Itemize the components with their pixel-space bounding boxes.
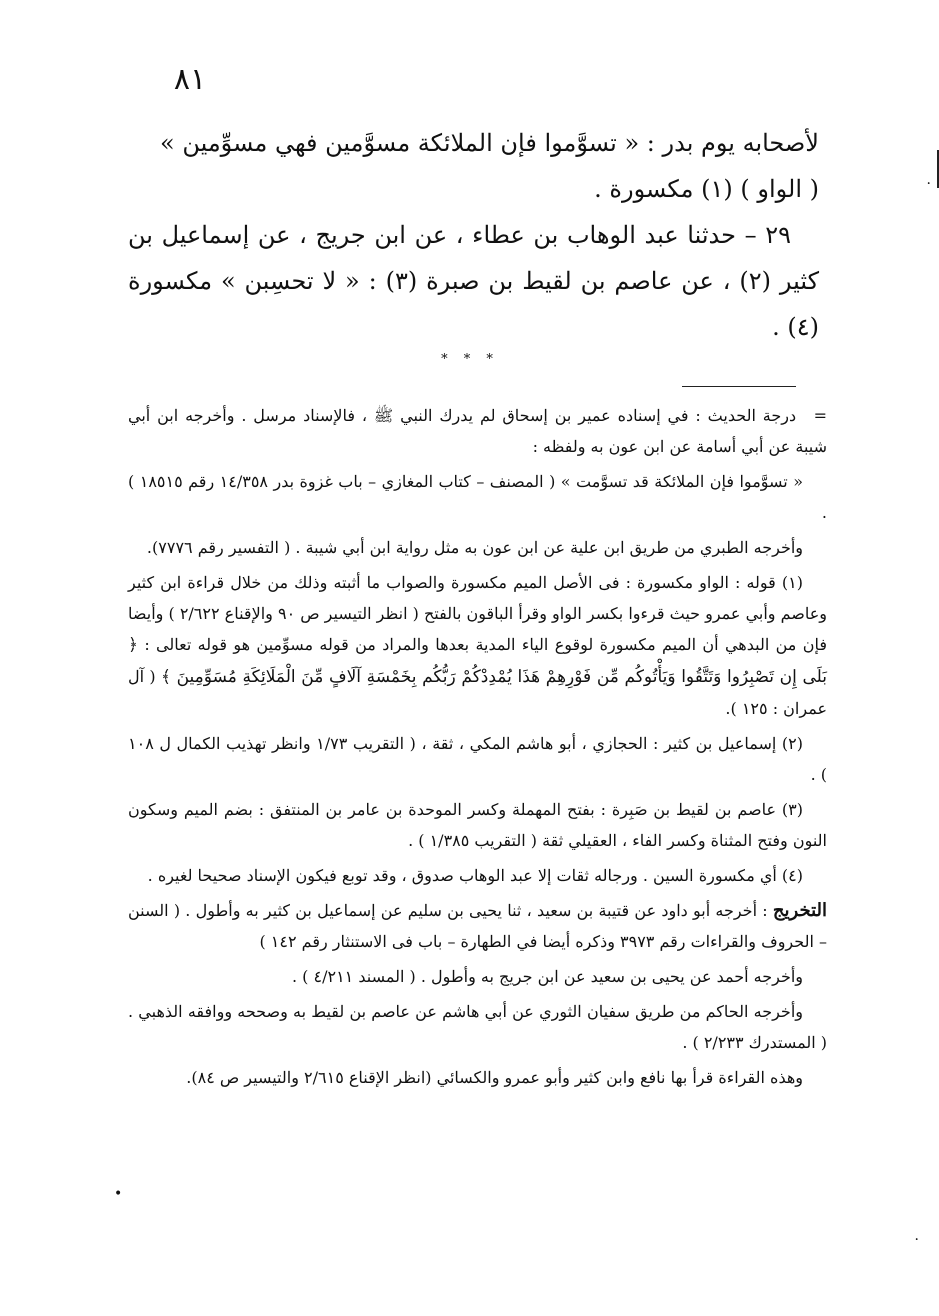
margin-bullet-mark: • <box>114 1186 123 1202</box>
footnote-1 <box>128 567 827 724</box>
footnote-2: (٢) إسماعيل بن كثير : الحجازي ، أبو هاشم المكي ، ثقة ، ( التقريب ١/٧٣ وانظر تهذيب الكمال ل ١٠٨ ) . <box>128 734 827 784</box>
quran-reference: ( آل عمران : ١٢٥ ). <box>128 667 827 718</box>
main-text-line: ( الواو ) (١) مكسورة . <box>594 175 819 203</box>
section-separator-stars: * * * <box>441 352 499 367</box>
margin-dot-mark: · <box>914 1232 919 1248</box>
footnote-qiraa: وهذه القراءة قرأ بها نافع وابن كثير وأبو عمرو والكسائي (انظر الإقناع ٢/٦١٥ والتيسير ص ٨٤). <box>186 1068 803 1087</box>
footnote-ahmad: وأخرجه أحمد عن يحيى بن سعيد عن ابن جريج به وأطول . ( المسند ٤/٢١١ ) . <box>292 967 803 986</box>
footnote-hakim: وأخرجه الحاكم من طريق سفيان الثوري عن أبي هاشم عن عاصم بن لقيط به وصححه ووافقه الذهبي . ( المستدرك ٢/٢٣٣ ) . <box>128 1002 827 1052</box>
footnote-1-text: (١) قوله : الواو مكسورة : فى الأصل الميم مكسورة والصواب ما أثبته وذلك من خلال قراءة ابن كثير وعاصم وأبي عمرو حيث قرءوا بكسر الواو وقرأ الباقون بالفتح ( انظر التيسير ص ٩٠ والإقناع ٢/٦٢٢ ) وأيضا فإن من البدهي أن الميم مكسورة لوقوع الياء المدية بعدها والمراد من قوله مسوِّمين هو قوله تعالى : <box>128 573 828 654</box>
footnote-continuation <box>128 400 827 462</box>
margin-dot-mark: · <box>926 176 931 192</box>
footnote-divider <box>682 386 796 387</box>
takhrij-paragraph <box>128 895 827 957</box>
footnote-continuation-text: درجة الحديث : في إسناده عمير بن إسحاق لم يدرك النبي ﷺ ، فالإسناد مرسل . وأخرجه ابن أبي شيبة عن أبي أسامة عن ابن عون به ولفظه : <box>128 406 827 456</box>
footnotes-block <box>128 400 827 1097</box>
main-text-block <box>128 120 819 350</box>
quran-verse: ﴿ بَلَى إِن تَصْبِرُوا وَتَتَّقُوا وَيَأْتُوكُم مِّن فَوْرِهِمْ هَذَا يُمْدِدْكُمْ رَبُّكُم بِخَمْسَةِ آلَافٍ مِّنَ الْمَلَائِكَةِ مُسَوِّمِينَ ﴾ <box>128 635 827 687</box>
footnote-4: (٤) أي مكسورة السين . ورجاله ثقات إلا عبد الوهاب صدوق ، وقد توبع فيكون الإسناد صحيحا لغيره . <box>147 866 803 885</box>
takhrij-text: : أخرجه أبو داود عن قتيبة بن سعيد ، ثنا يحيى بن سليم عن إسماعيل بن كثير به وأطول . ( السنن – الحروف والقراءات رقم ٣٩٧٣ وذكره أيضا في الطهارة – باب فى الاستنثار رقم ١٤٢ ) <box>128 901 827 951</box>
footnote-tabari: وأخرجه الطبري من طريق ابن علية عن ابن عون به مثل رواية ابن أبي شيبة . ( التفسير رقم ٧٧٧٦). <box>146 538 803 557</box>
footnote-quote: « تسوَّموا فإن الملائكة قد تسوَّمت » ( المصنف – كتاب المغازي – باب غزوة بدر ١٤/٣٥٨ رقم ١٨٥١٥ ) . <box>128 472 827 522</box>
takhrij-label: التخريج <box>772 900 827 921</box>
footnote-3: (٣) عاصم بن لقيط بن صَبِرة : بفتح المهملة وكسر الموحدة بن عامر بن المنتفق : بضم الميم وسكون النون وفتح المثناة وكسر الفاء ، العقيلي ثقة ( التقريب ١/٣٨٥ ) . <box>128 800 827 850</box>
main-text-line: لأصحابه يوم بدر : « تسوَّموا فإن الملائكة مسوَّمين فهي مسوِّمين » <box>160 129 819 157</box>
continuation-mark: = <box>813 406 827 425</box>
hadith-29-paragraph: ٢٩ – حدثنا عبد الوهاب بن عطاء ، عن ابن جريج ، عن إسماعيل بن كثير (٢) ، عن عاصم بن لقيط بن صبرة (٣) : « لا تحسِبن » مكسورة (٤) . <box>128 221 820 341</box>
page-number: ٨١ <box>173 62 207 97</box>
